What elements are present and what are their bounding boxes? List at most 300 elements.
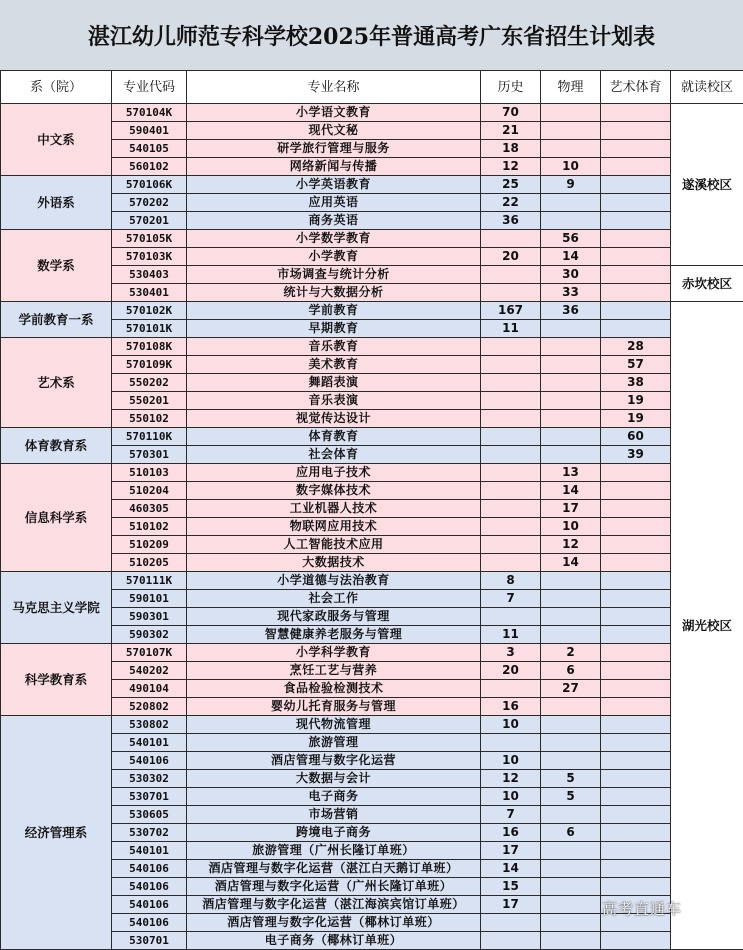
major-code-cell: 570102K [112, 302, 187, 320]
physics-quota-cell [541, 932, 601, 950]
table-row [1, 176, 743, 194]
major-code-cell: 570201 [112, 212, 187, 230]
major-code-cell: 540105 [112, 140, 187, 158]
major-name-cell: 现代物流管理 [187, 716, 481, 734]
department-cell: 艺术系 [1, 338, 112, 428]
physics-quota-cell [541, 320, 601, 338]
arts-quota-cell [601, 464, 671, 482]
major-name-cell: 早期教育 [187, 320, 481, 338]
major-code-cell: 510205 [112, 554, 187, 572]
history-quota-cell [481, 680, 541, 698]
major-name-cell: 体育教育 [187, 428, 481, 446]
major-name-cell: 市场营销 [187, 806, 481, 824]
table-row [1, 482, 743, 500]
arts-quota-cell: 19 [601, 392, 671, 410]
history-quota-cell [481, 410, 541, 428]
history-quota-cell: 7 [481, 590, 541, 608]
arts-quota-cell [601, 320, 671, 338]
major-code-cell: 570101K [112, 320, 187, 338]
table-row [1, 302, 743, 320]
physics-quota-cell: 13 [541, 464, 601, 482]
major-code-cell: 590301 [112, 608, 187, 626]
physics-quota-cell [541, 626, 601, 644]
department-cell: 学前教育一系 [1, 302, 112, 338]
major-code-cell: 570103K [112, 248, 187, 266]
major-name-cell: 市场调查与统计分析 [187, 266, 481, 284]
arts-quota-cell [601, 770, 671, 788]
history-quota-cell: 11 [481, 626, 541, 644]
physics-quota-cell: 17 [541, 500, 601, 518]
arts-quota-cell: 60 [601, 428, 671, 446]
history-quota-cell [481, 356, 541, 374]
campus-cell: 赤坎校区 [671, 266, 743, 302]
physics-quota-cell [541, 104, 601, 122]
major-code-cell: 550201 [112, 392, 187, 410]
history-quota-cell: 17 [481, 842, 541, 860]
major-name-cell: 物联网应用技术 [187, 518, 481, 536]
major-code-cell: 590401 [112, 122, 187, 140]
arts-quota-cell [601, 122, 671, 140]
table-row [1, 500, 743, 518]
table-row [1, 356, 743, 374]
major-code-cell: 540202 [112, 662, 187, 680]
major-code-cell: 540106 [112, 914, 187, 932]
table-row [1, 824, 743, 842]
arts-quota-cell [601, 284, 671, 302]
major-name-cell: 音乐表演 [187, 392, 481, 410]
physics-quota-cell: 10 [541, 158, 601, 176]
major-code-cell: 560102 [112, 158, 187, 176]
history-quota-cell: 167 [481, 302, 541, 320]
arts-quota-cell [601, 266, 671, 284]
arts-quota-cell [601, 824, 671, 842]
major-name-cell: 美术教育 [187, 356, 481, 374]
campus-cell: 遂溪校区 [671, 104, 743, 266]
table-row [1, 536, 743, 554]
history-quota-cell [481, 482, 541, 500]
history-quota-cell: 7 [481, 806, 541, 824]
history-quota-cell: 20 [481, 248, 541, 266]
major-code-cell: 570109K [112, 356, 187, 374]
table-row [1, 392, 743, 410]
table-row [1, 374, 743, 392]
table-row [1, 680, 743, 698]
history-quota-cell: 22 [481, 194, 541, 212]
campus-cell: 湖光校区 [671, 302, 743, 950]
physics-quota-cell [541, 572, 601, 590]
history-quota-cell: 16 [481, 698, 541, 716]
history-quota-cell [481, 554, 541, 572]
major-name-cell: 婴幼儿托育服务与管理 [187, 698, 481, 716]
department-cell: 经济管理系 [1, 716, 112, 950]
table-row [1, 698, 743, 716]
physics-quota-cell [541, 878, 601, 896]
table-row [1, 788, 743, 806]
arts-quota-cell [601, 536, 671, 554]
physics-quota-cell [541, 392, 601, 410]
table-row [1, 608, 743, 626]
major-name-cell: 酒店管理与数字化运营 [187, 752, 481, 770]
major-code-cell: 540106 [112, 860, 187, 878]
header-major-name: 专业名称 [187, 71, 481, 104]
history-quota-cell [481, 284, 541, 302]
major-name-cell: 研学旅行管理与服务 [187, 140, 481, 158]
table-row [1, 644, 743, 662]
header-history: 历史 [481, 71, 541, 104]
major-name-cell: 社会体育 [187, 446, 481, 464]
arts-quota-cell [601, 680, 671, 698]
physics-quota-cell [541, 914, 601, 932]
physics-quota-cell [541, 806, 601, 824]
table-row [1, 194, 743, 212]
physics-quota-cell: 6 [541, 824, 601, 842]
major-code-cell: 530403 [112, 266, 187, 284]
history-quota-cell: 11 [481, 320, 541, 338]
table-row [1, 140, 743, 158]
table-row [1, 878, 743, 896]
major-code-cell: 510204 [112, 482, 187, 500]
table-row [1, 554, 743, 572]
physics-quota-cell [541, 122, 601, 140]
major-name-cell: 小学数学教育 [187, 230, 481, 248]
physics-quota-cell: 33 [541, 284, 601, 302]
arts-quota-cell: 28 [601, 338, 671, 356]
table-row [1, 122, 743, 140]
major-code-cell: 520802 [112, 698, 187, 716]
physics-quota-cell [541, 842, 601, 860]
major-name-cell: 工业机器人技术 [187, 500, 481, 518]
physics-quota-cell [541, 608, 601, 626]
major-code-cell: 570106K [112, 176, 187, 194]
history-quota-cell: 12 [481, 770, 541, 788]
table-body [1, 104, 743, 950]
history-quota-cell [481, 914, 541, 932]
table-row [1, 842, 743, 860]
physics-quota-cell: 5 [541, 770, 601, 788]
major-name-cell: 视觉传达设计 [187, 410, 481, 428]
history-quota-cell: 12 [481, 158, 541, 176]
arts-quota-cell [601, 230, 671, 248]
department-cell: 科学教育系 [1, 644, 112, 716]
physics-quota-cell: 27 [541, 680, 601, 698]
history-quota-cell [481, 500, 541, 518]
major-code-cell: 540101 [112, 734, 187, 752]
major-code-cell: 570301 [112, 446, 187, 464]
physics-quota-cell: 30 [541, 266, 601, 284]
major-code-cell: 540101 [112, 842, 187, 860]
major-name-cell: 酒店管理与数字化运营（湛江白天鹅订单班） [187, 860, 481, 878]
history-quota-cell: 10 [481, 788, 541, 806]
department-cell: 外语系 [1, 176, 112, 230]
major-name-cell: 大数据技术 [187, 554, 481, 572]
history-quota-cell [481, 464, 541, 482]
table-row [1, 734, 743, 752]
arts-quota-cell [601, 878, 671, 896]
physics-quota-cell: 14 [541, 248, 601, 266]
major-name-cell: 酒店管理与数字化运营（广州长隆订单班） [187, 878, 481, 896]
table-row [1, 104, 743, 122]
table-row [1, 158, 743, 176]
arts-quota-cell: 39 [601, 446, 671, 464]
arts-quota-cell [601, 176, 671, 194]
page-title: 湛江幼儿师范专科学校2025年普通高考广东省招生计划表 [0, 0, 743, 72]
physics-quota-cell: 14 [541, 482, 601, 500]
major-name-cell: 智慧健康养老服务与管理 [187, 626, 481, 644]
major-name-cell: 烹饪工艺与营养 [187, 662, 481, 680]
major-code-cell: 510102 [112, 518, 187, 536]
major-code-cell: 570111K [112, 572, 187, 590]
table-row [1, 716, 743, 734]
history-quota-cell: 25 [481, 176, 541, 194]
arts-quota-cell [601, 212, 671, 230]
arts-quota-cell [601, 194, 671, 212]
major-code-cell: 570105K [112, 230, 187, 248]
arts-quota-cell [601, 662, 671, 680]
history-quota-cell: 21 [481, 122, 541, 140]
major-name-cell: 电子商务 [187, 788, 481, 806]
arts-quota-cell [601, 806, 671, 824]
arts-quota-cell [601, 698, 671, 716]
major-name-cell: 统计与大数据分析 [187, 284, 481, 302]
arts-quota-cell [601, 608, 671, 626]
major-code-cell: 590101 [112, 590, 187, 608]
header-arts-sports: 艺术体育 [601, 71, 671, 104]
history-quota-cell: 10 [481, 716, 541, 734]
major-name-cell: 网络新闻与传播 [187, 158, 481, 176]
history-quota-cell: 10 [481, 752, 541, 770]
history-quota-cell [481, 374, 541, 392]
history-quota-cell [481, 932, 541, 950]
table-row [1, 932, 743, 950]
history-quota-cell [481, 734, 541, 752]
table-row [1, 248, 743, 266]
arts-quota-cell [601, 788, 671, 806]
major-code-cell: 530702 [112, 824, 187, 842]
major-name-cell: 小学语文教育 [187, 104, 481, 122]
physics-quota-cell [541, 356, 601, 374]
table-row [1, 572, 743, 590]
physics-quota-cell: 36 [541, 302, 601, 320]
history-quota-cell [481, 608, 541, 626]
physics-quota-cell: 9 [541, 176, 601, 194]
header-campus: 就读校区 [671, 71, 743, 104]
department-cell: 数学系 [1, 230, 112, 302]
major-code-cell: 550102 [112, 410, 187, 428]
major-code-cell: 530802 [112, 716, 187, 734]
history-quota-cell: 3 [481, 644, 541, 662]
arts-quota-cell [601, 140, 671, 158]
physics-quota-cell [541, 446, 601, 464]
table-header-row [1, 71, 743, 104]
physics-quota-cell [541, 716, 601, 734]
table-row [1, 626, 743, 644]
table-row [1, 518, 743, 536]
history-quota-cell [481, 536, 541, 554]
arts-quota-cell [601, 248, 671, 266]
physics-quota-cell [541, 194, 601, 212]
arts-quota-cell [601, 482, 671, 500]
table-row [1, 266, 743, 284]
table-row [1, 410, 743, 428]
major-code-cell: 530701 [112, 788, 187, 806]
arts-quota-cell [601, 932, 671, 950]
table-row [1, 446, 743, 464]
arts-quota-cell [601, 860, 671, 878]
major-name-cell: 小学道德与法治教育 [187, 572, 481, 590]
physics-quota-cell: 5 [541, 788, 601, 806]
major-code-cell: 530605 [112, 806, 187, 824]
major-name-cell: 旅游管理 [187, 734, 481, 752]
major-code-cell: 570104K [112, 104, 187, 122]
major-code-cell: 570108K [112, 338, 187, 356]
enrollment-table-container [0, 70, 743, 950]
history-quota-cell: 16 [481, 824, 541, 842]
history-quota-cell: 20 [481, 662, 541, 680]
major-name-cell: 小学科学教育 [187, 644, 481, 662]
physics-quota-cell [541, 896, 601, 914]
table-row [1, 662, 743, 680]
major-name-cell: 商务英语 [187, 212, 481, 230]
physics-quota-cell: 56 [541, 230, 601, 248]
major-name-cell: 酒店管理与数字化运营（湛江海滨宾馆订单班） [187, 896, 481, 914]
major-name-cell: 跨境电子商务 [187, 824, 481, 842]
table-row [1, 212, 743, 230]
physics-quota-cell [541, 734, 601, 752]
physics-quota-cell [541, 698, 601, 716]
physics-quota-cell [541, 410, 601, 428]
physics-quota-cell: 12 [541, 536, 601, 554]
history-quota-cell [481, 266, 541, 284]
major-name-cell: 社会工作 [187, 590, 481, 608]
physics-quota-cell [541, 752, 601, 770]
table-row [1, 590, 743, 608]
table-row [1, 230, 743, 248]
table-row [1, 428, 743, 446]
header-department: 系（院） [1, 71, 112, 104]
physics-quota-cell [541, 140, 601, 158]
table-row [1, 806, 743, 824]
physics-quota-cell [541, 374, 601, 392]
history-quota-cell [481, 338, 541, 356]
department-cell: 马克思主义学院 [1, 572, 112, 644]
physics-quota-cell [541, 428, 601, 446]
arts-quota-cell [601, 590, 671, 608]
major-code-cell: 570202 [112, 194, 187, 212]
history-quota-cell: 15 [481, 878, 541, 896]
arts-quota-cell [601, 626, 671, 644]
major-code-cell: 490104 [112, 680, 187, 698]
major-code-cell: 570110K [112, 428, 187, 446]
physics-quota-cell [541, 212, 601, 230]
major-code-cell: 540106 [112, 878, 187, 896]
major-name-cell: 小学英语教育 [187, 176, 481, 194]
department-cell: 中文系 [1, 104, 112, 176]
major-name-cell: 人工智能技术应用 [187, 536, 481, 554]
history-quota-cell: 70 [481, 104, 541, 122]
major-name-cell: 旅游管理（广州长隆订单班） [187, 842, 481, 860]
history-quota-cell [481, 446, 541, 464]
arts-quota-cell [601, 554, 671, 572]
major-code-cell: 510209 [112, 536, 187, 554]
major-name-cell: 应用电子技术 [187, 464, 481, 482]
major-code-cell: 530701 [112, 932, 187, 950]
arts-quota-cell: 19 [601, 410, 671, 428]
enrollment-table [0, 70, 743, 950]
major-code-cell: 530401 [112, 284, 187, 302]
physics-quota-cell [541, 860, 601, 878]
arts-quota-cell [601, 500, 671, 518]
arts-quota-cell [601, 302, 671, 320]
watermark: 高考直通车 [602, 898, 682, 919]
physics-quota-cell [541, 590, 601, 608]
major-code-cell: 530302 [112, 770, 187, 788]
table-row [1, 320, 743, 338]
history-quota-cell [481, 392, 541, 410]
arts-quota-cell [601, 518, 671, 536]
major-name-cell: 音乐教育 [187, 338, 481, 356]
major-name-cell: 学前教育 [187, 302, 481, 320]
physics-quota-cell [541, 338, 601, 356]
major-name-cell: 食品检验检测技术 [187, 680, 481, 698]
header-physics: 物理 [541, 71, 601, 104]
history-quota-cell [481, 230, 541, 248]
major-code-cell: 540106 [112, 896, 187, 914]
physics-quota-cell: 14 [541, 554, 601, 572]
history-quota-cell: 17 [481, 896, 541, 914]
arts-quota-cell [601, 644, 671, 662]
history-quota-cell [481, 518, 541, 536]
table-row [1, 752, 743, 770]
history-quota-cell: 36 [481, 212, 541, 230]
major-name-cell: 电子商务（椰林订单班） [187, 932, 481, 950]
major-name-cell: 现代文秘 [187, 122, 481, 140]
table-row [1, 284, 743, 302]
physics-quota-cell: 10 [541, 518, 601, 536]
header-major-code: 专业代码 [112, 71, 187, 104]
arts-quota-cell [601, 842, 671, 860]
physics-quota-cell: 2 [541, 644, 601, 662]
history-quota-cell: 14 [481, 860, 541, 878]
table-row [1, 770, 743, 788]
table-row [1, 860, 743, 878]
major-code-cell: 570107K [112, 644, 187, 662]
table-row [1, 338, 743, 356]
major-name-cell: 小学教育 [187, 248, 481, 266]
history-quota-cell: 18 [481, 140, 541, 158]
major-name-cell: 酒店管理与数字化运营（椰林订单班） [187, 914, 481, 932]
arts-quota-cell [601, 716, 671, 734]
major-name-cell: 应用英语 [187, 194, 481, 212]
major-code-cell: 550202 [112, 374, 187, 392]
table-row [1, 464, 743, 482]
major-code-cell: 540106 [112, 752, 187, 770]
arts-quota-cell [601, 158, 671, 176]
major-name-cell: 大数据与会计 [187, 770, 481, 788]
major-name-cell: 数字媒体技术 [187, 482, 481, 500]
department-cell: 体育教育系 [1, 428, 112, 464]
arts-quota-cell: 57 [601, 356, 671, 374]
arts-quota-cell: 38 [601, 374, 671, 392]
physics-quota-cell: 6 [541, 662, 601, 680]
history-quota-cell [481, 428, 541, 446]
major-name-cell: 现代家政服务与管理 [187, 608, 481, 626]
major-code-cell: 460305 [112, 500, 187, 518]
department-cell: 信息科学系 [1, 464, 112, 572]
arts-quota-cell [601, 104, 671, 122]
arts-quota-cell [601, 572, 671, 590]
major-code-cell: 590302 [112, 626, 187, 644]
major-name-cell: 舞蹈表演 [187, 374, 481, 392]
